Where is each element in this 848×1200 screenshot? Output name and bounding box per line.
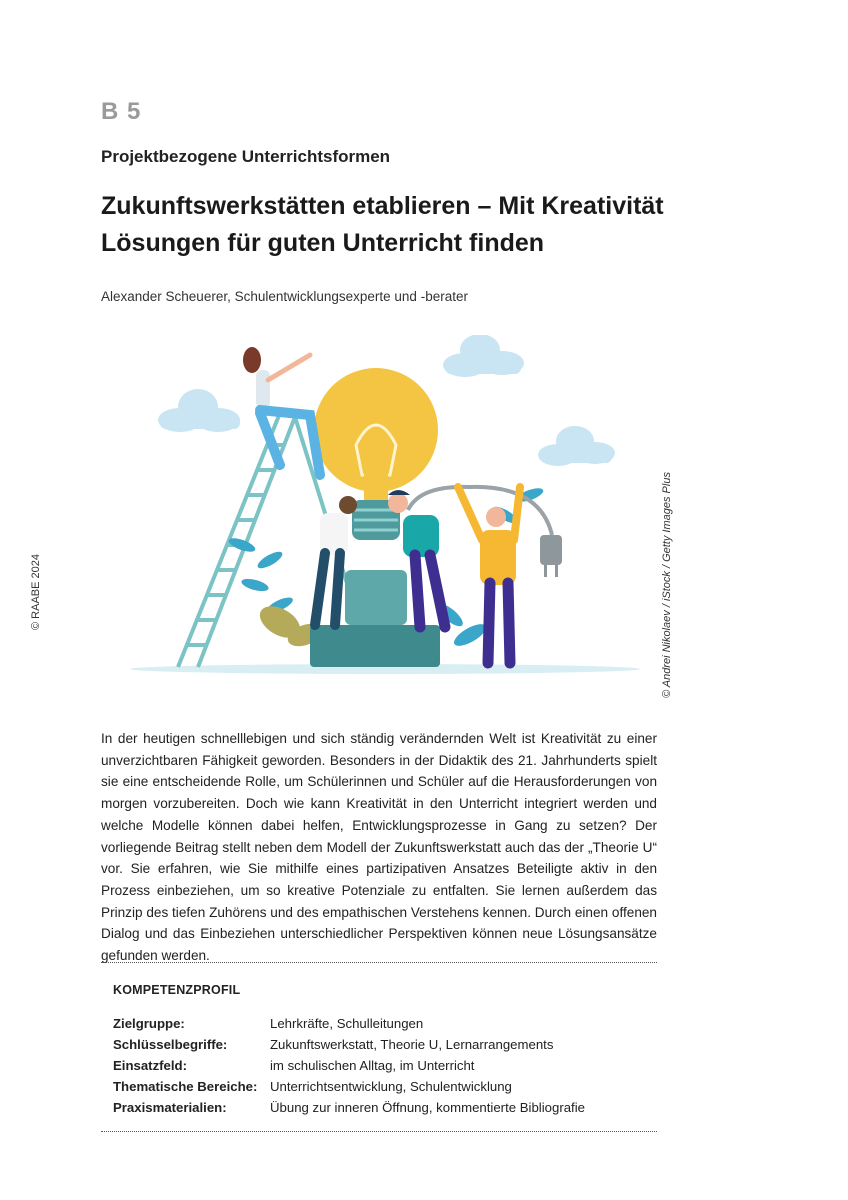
profile-top-divider: [101, 962, 657, 963]
cloud-icon: [158, 389, 240, 432]
intro-paragraph: In der heutigen schnelllebigen und sich ständig verändernden Welt ist Kreativität zu einer unverzichtbaren Fähigkeit geworden. Besonders in der Didaktik des 21. Jahrhunderts spielt sie eine entscheidende Rolle, um Schülerinnen und Schüler auf die Herausforderungen von morgen vorzubereiten. Doch wie kann Kreativität in den Unterricht integriert werden und welche Modelle können dabei helfen, Entwicklungsprozesse in Gang zu setzen? Der vorliegende Beitrag stellt neben dem Modell der Zukunftswerkstatt auch das der „Theorie U“ vor. Sie erfahren, wie Sie mithilfe eines partizipativen Ansatzes Beteiligte aktiv in den Prozess einbeziehen, um so kreative Potenziale zu entfalten. Sie lernen außerdem das Prinzip des tiefen Zuhörens und des empathischen Verstehens kennen. Durch einen offenen Dialog und das Einbeziehen unterschiedlicher Perspektiven können neue Lösungsansätze gefunden werden.: [101, 731, 657, 964]
profile-value: Zukunftswerkstatt, Theorie U, Lernarrangements: [270, 1037, 554, 1052]
section-code: B 5: [101, 98, 142, 125]
profile-row: [113, 1013, 653, 1034]
profile-value: Lehrkräfte, Schulleitungen: [270, 1016, 424, 1031]
profile-heading: KOMPETENZPROFIL: [113, 983, 241, 997]
lightbulb-illustration: [120, 335, 660, 695]
image-credit: © Andrei Nikolaev / iStock / Getty Images Plus: [661, 472, 673, 698]
profile-label: Thematische Bereiche:: [113, 1079, 258, 1094]
profile-label: Zielgruppe:: [113, 1016, 185, 1031]
profile-row: [113, 1097, 653, 1118]
plug-icon: [540, 535, 562, 577]
profile-value: Unterrichtsentwicklung, Schulentwicklung: [270, 1079, 512, 1094]
profile-bottom-divider: [101, 1131, 657, 1132]
lamp-base-top: [345, 570, 407, 625]
profile-row: [113, 1055, 653, 1076]
profile-row: [113, 1034, 653, 1055]
cloud-icon: [538, 426, 615, 466]
category-heading: Projektbezogene Unterrichtsformen: [101, 147, 391, 166]
author-line: Alexander Scheuerer, Schulentwicklungsexperte und -berater: [101, 289, 468, 304]
profile-label: Schlüsselbegriffe:: [113, 1037, 228, 1052]
competence-profile: [113, 1013, 653, 1118]
profile-value: im schulischen Alltag, im Unterricht: [270, 1058, 475, 1073]
profile-label: Praxismaterialien:: [113, 1100, 227, 1115]
page-title: Zukunftswerkstätten etablieren – Mit Kreativität Lösungen für guten Unterricht finden: [101, 192, 664, 257]
cloud-icon: [443, 335, 524, 377]
publisher-copyright: © RAABE 2024: [30, 554, 42, 630]
profile-row: [113, 1076, 653, 1097]
profile-label: Einsatzfeld:: [113, 1058, 188, 1073]
profile-value: Übung zur inneren Öffnung, kommentierte Bibliografie: [270, 1100, 585, 1115]
